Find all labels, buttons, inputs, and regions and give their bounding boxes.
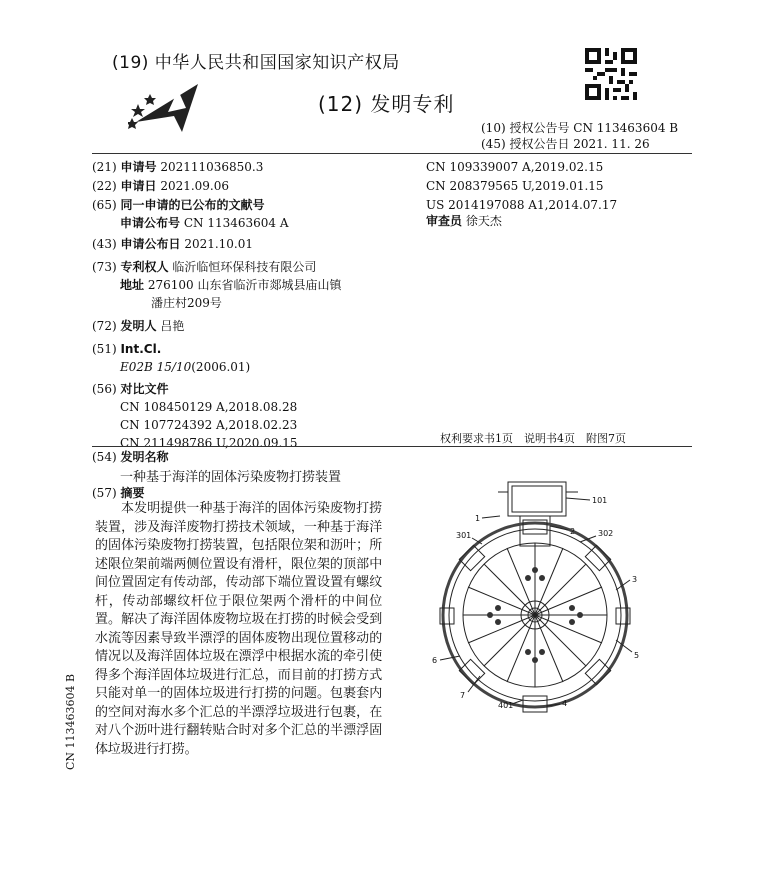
citation-item: CN 108450129 A,2018.08.28 [120,400,298,414]
field-examiner: 审查员 徐天杰 [426,214,502,228]
field-inventor: (72) 发明人 吕艳 [92,319,185,333]
header-rule [92,153,692,154]
field-publication-date: (43) 申请公布日 2021.10.01 [92,237,254,251]
field-int-cl: (51) Int.Cl. [92,342,162,356]
field-patentee: (73) 专利权人 临沂临恒环保科技有限公司 [92,260,317,274]
figure-label: 3 [632,575,638,584]
figure-label: 6 [432,656,438,665]
field-title: (54) 发明名称 [92,450,169,464]
field-int-cl-value: E02B 15/10(2006.01) [120,360,251,374]
invention-title: 一种基于海洋的固体污染废物打捞装置 [120,470,342,485]
figure-label: 1 [475,514,481,523]
grant-date: (45) 授权公告日 2021. 11. 26 [481,137,650,151]
field-address-line2: 潘庄村209号 [151,296,222,310]
field-prior-publication: (65) 同一申请的已公布的文献号 [92,198,265,212]
figure-label: 401 [498,701,514,710]
office-name: (19) 中华人民共和国国家知识产权局 [112,53,400,73]
figure-label: 302 [598,529,614,538]
field-application-date: (22) 申请日 2021.09.06 [92,179,230,193]
citation-item: US 2014197088 A1,2014.07.17 [426,198,618,212]
field-address: 地址 276100 山东省临沂市郯城县庙山镇 [120,278,342,292]
citation-item: CN 208379565 U,2019.01.15 [426,179,604,193]
citation-item: CN 211498786 U,2020.09.15 [120,436,298,450]
citation-item: CN 109339007 A,2019.02.15 [426,160,604,174]
field-application-number: (21) 申请号 202111036850.3 [92,160,264,174]
citation-item: CN 107724392 A,2018.02.23 [120,418,298,432]
document-type: (12) 发明专利 [318,92,455,116]
figure-label: 2 [570,527,576,536]
abstract-text: 本发明提供一种基于海洋的固体污染废物打捞装置，涉及海洋废物打捞技术领域，一种基于海洋的固体污染废物打捞装置，包括限位架和沥叶；所述限位架前端两侧位置设有滑杆，限位架的顶部中间位置固定有传动部，传动部下端位置设置有螺纹杆，传动部螺纹杆位于限位架两个滑杆的中间位置。解决了海洋固体废物垃圾在打捞的时候会受到水流等因素导致半漂浮的固体废物出现位置移动的情况以及海洋固体垃圾在漂浮中根据水流的牵引使得多个海洋固体垃圾进行汇总，而目前的打捞方式只能对单一的固体垃圾进行打捞的问题。包裹套内的空间对海水多个汇总的半漂浮垃圾进行包裹，在对八个沥叶进行翻转贴合时对多个汇总的半漂浮固体垃圾进行打捞。 [95,501,382,757]
figure-label: 7 [460,691,466,700]
abstract-figure [420,470,690,720]
qr-code-icon [585,48,637,100]
grant-number: (10) 授权公告号 CN 113463604 B [481,121,679,135]
cnipa-logo [128,82,200,134]
figure-label: 5 [634,651,640,660]
field-prior-publication-number: 申请公布号 CN 113463604 A [120,216,289,230]
figure-label: 301 [456,531,472,540]
figure-label: 4 [562,699,568,708]
section-rule [92,446,692,447]
figure-label: 101 [592,496,608,505]
side-publication-number: CN 113463604 B [64,673,77,770]
page-counts: 权利要求书1页 说明书4页 附图7页 [440,432,626,445]
field-abstract: (57) 摘要 [92,486,145,500]
field-citations: (56) 对比文件 [92,382,169,396]
